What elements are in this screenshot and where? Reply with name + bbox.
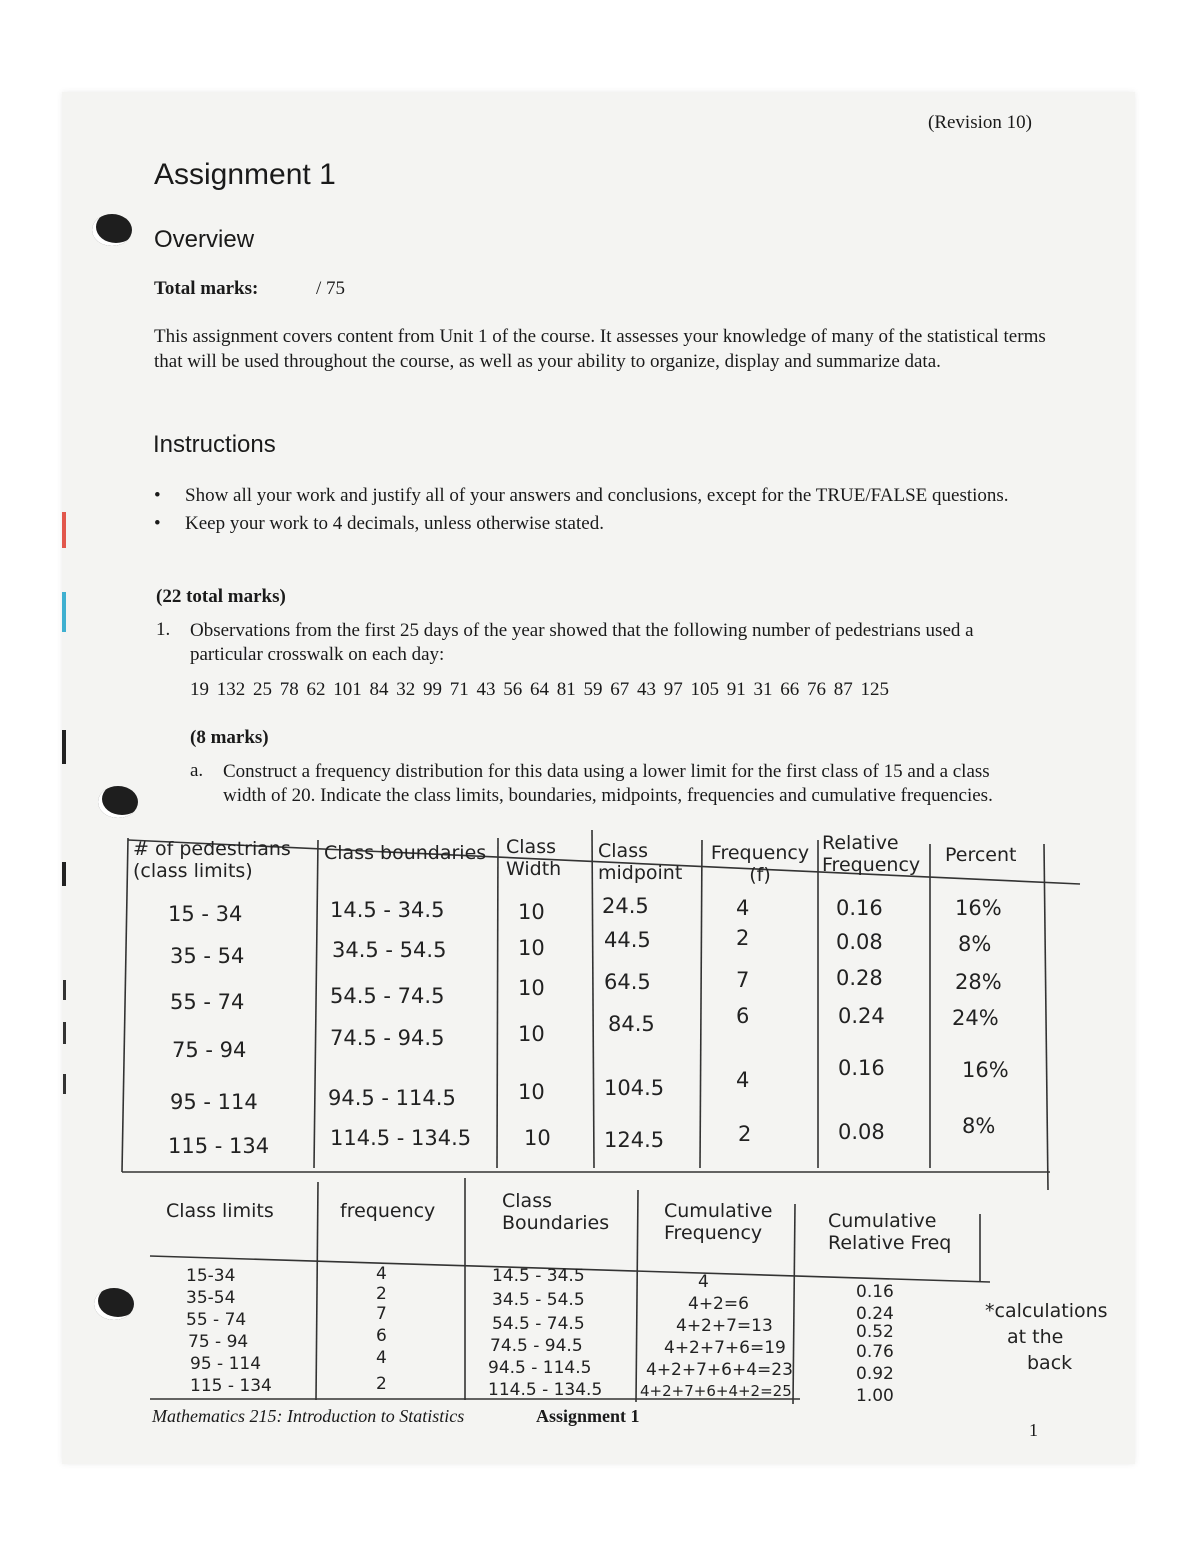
question-number: 1. [156,619,171,640]
list-item: • Keep your work to 4 decimals, unless otherwise stated. [154,511,1034,537]
part-a-text: Construct a frequency distribution for this data using a lower limit for the first class of 15 and a class width of 20. Indicate the class limits, boundaries, midpoints, frequencies and cumulative frequencies. [223,761,993,806]
table2-header-boundaries: Class Boundaries [502,1190,610,1234]
list-item: • Show all your work and justify all of your answers and conclusions, except for the TRUE/FALSE questions. [154,483,1034,509]
table1-header-midpoint: Class midpoint [598,840,683,884]
table1-header-relative-frequency: Relative Frequency [822,832,921,876]
table1-header-class-limits: # of pedestrians (class limits) [133,838,291,882]
table1-header-frequency: Frequency (f) [710,842,810,886]
part-a-label: a. [190,760,204,781]
page-number: 1 [1029,1420,1038,1440]
table1-header-boundaries: Class boundaries [324,842,487,864]
question-text: Observations from the first 25 days of the year showed that the following number of pedestrians used a particular crosswalk on each day: [190,620,974,665]
calculations-note: *calculations at the back [985,1300,1108,1374]
overview-description: This assignment covers content from Unit 1 of the course. It assesses your knowledge of many of the statistical terms that will be used throughout the course, as well as your ability to organize, display and summarize data. [154,326,1046,372]
table2-header-cumulative-frequency: Cumulative Frequency [664,1200,773,1244]
table2-header-class-limits: Class limits [166,1200,274,1222]
table2-header-frequency: frequency [340,1200,436,1222]
table2-header-cumulative-relative: Cumulative Relative Freq [828,1210,952,1254]
instructions-heading: Instructions [153,431,276,458]
total-marks-label: Total marks: [154,278,259,299]
revision-label: (Revision 10) [928,112,1032,133]
table1-header-width: Class Width [506,836,562,880]
total-marks-value: / 75 [316,278,346,299]
overview-heading: Overview [154,226,255,253]
question-total-marks: (22 total marks) [156,586,286,607]
part-a-marks: (8 marks) [190,727,269,748]
observation-data: 19 132 25 78 62 101 84 32 99 71 43 56 64 81 59 67 43 97 105 91 31 66 76 87 125 [190,679,889,700]
page-title: Assignment 1 [154,158,336,191]
table1-header-percent: Percent [945,844,1017,866]
footer-assignment: Assignment 1 [536,1406,640,1426]
footer-course: Mathematics 215: Introduction to Statistics [152,1406,465,1426]
